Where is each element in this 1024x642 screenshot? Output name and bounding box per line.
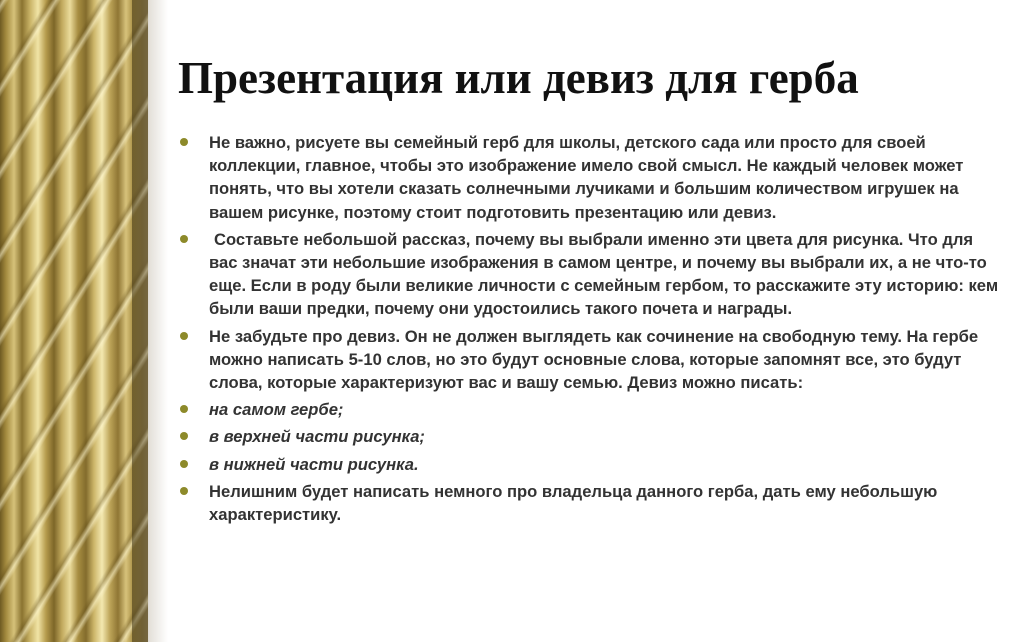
bullet-text: Не забудьте про девиз. Он не должен выглядеть как сочинение на свободную тему. На гербе можно написать 5-10 слов, но это будут основные слова, которые запомнят все, это будут слова, которые характеризуют вас и вашу семью. Девиз можно писать: — [209, 326, 979, 393]
bullet-item — [178, 228, 1004, 321]
bullet-text: в нижней части рисунка. — [209, 454, 419, 474]
bullet-dot-icon — [180, 138, 188, 146]
bullet-text: в верхней части рисунка; — [209, 427, 425, 447]
bullet-text: Составьте небольшой рассказ, почему вы выбрали именно эти цвета для рисунка. Что для вас значат эти небольшие изображения в самом центре, и почему вы выбрали их, а не что-то еще. Если в роду были великие личности с семейным гербом, то расскажите эту историю: кем были ваши предки, почему они удостоились такого почета и награды. — [209, 229, 999, 319]
bullet-dot-icon — [180, 332, 188, 340]
bullet-dot-icon — [180, 432, 188, 440]
bullet-dot-icon — [180, 487, 188, 495]
bullet-list — [178, 131, 1004, 530]
bullet-item — [178, 453, 1004, 476]
bullet-text: Нелишним будет написать немного про владельца данного герба, дать ему небольшую характеристику. — [209, 481, 938, 525]
decorative-column-shadow — [132, 0, 168, 642]
bullet-dot-icon — [180, 460, 188, 468]
bullet-dot-icon — [180, 235, 188, 243]
bullet-text: на самом гербе; — [209, 400, 344, 420]
decorative-gold-stripes — [0, 0, 148, 642]
bullet-item — [178, 398, 1004, 421]
bullet-item — [178, 131, 1004, 224]
slide-title: Презентация или девиз для герба — [178, 53, 859, 103]
bullet-item — [178, 325, 1004, 395]
bullet-item — [178, 425, 1004, 448]
bullet-text: Не важно, рисуете вы семейный герб для школы, детского сада или просто для своей коллекции, главное, чтобы это изображение имело свой смысл. Не каждый человек может понять, что вы хотели сказать солнечными лучиками и большим количеством игрушек на вашем рисунке, поэтому стоит подготовить презентацию или девиз. — [209, 133, 964, 222]
bullet-item — [178, 480, 1004, 526]
bullet-dot-icon — [180, 405, 188, 413]
